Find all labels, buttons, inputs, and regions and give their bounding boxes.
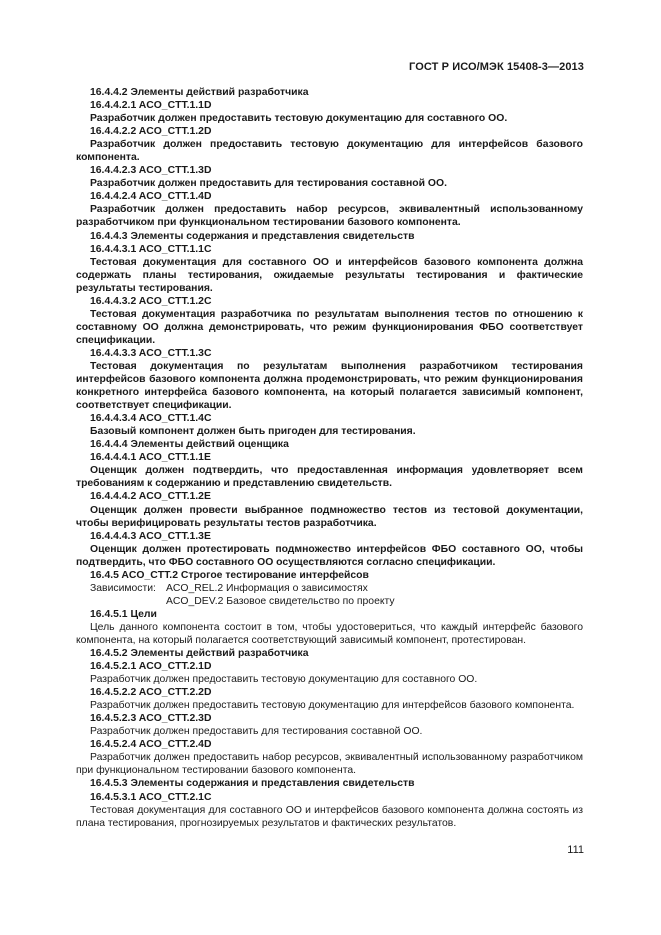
paragraph: Разработчик должен предоставить набор ресурсов, эквивалентный использованному разработчиком при функциональном тестировании базового компонента. xyxy=(76,204,583,229)
section-heading: 16.4.4.2.1 ACO_CTT.1.1D xyxy=(90,100,212,112)
paragraph: Разработчик должен предоставить тестовую документацию для составного ОО. xyxy=(90,113,508,125)
section-heading: 16.4.4.3.4 ACO_CTT.1.4C xyxy=(90,413,212,425)
paragraph: Оценщик должен протестировать подмножество интерфейсов ФБО составного ОО, чтобы подтвердить, что ФБО составного ОО осуществляются согласно спецификации. xyxy=(76,543,583,568)
paragraph: Оценщик должен провести выбранное подмножество тестов из тестовой документации, чтобы верифицировать результаты тестов разработчика. xyxy=(76,504,583,529)
document-header: ГОСТ Р ИСО/МЭК 15408-3—2013 xyxy=(409,61,584,73)
section-heading: 16.4.4.3.1 ACO_CTT.1.1C xyxy=(90,243,212,255)
paragraph: Разработчик должен предоставить для тестирования составной ОО. xyxy=(90,726,423,738)
paragraph: Разработчик должен предоставить тестовую документацию для составного ОО. xyxy=(90,674,478,686)
dependency-item: ACO_DEV.2 Базовое свидетельство по проекту xyxy=(166,595,395,607)
paragraph: Тестовая документация для составного ОО и интерфейсов базового компонента должна состоять из плана тестирования, прогнозируемых результатов и фактических результатов. xyxy=(76,804,583,829)
paragraph: Тестовая документация по результатам выполнения разработчиком тестирования интерфейсов базового компонента должна продемонстрировать, что режим функционирования конкретного интерфейса базового компонента, на который полагается зависимый компонент, соответствует спецификации. xyxy=(76,360,583,412)
section-heading: 16.4.5.2.1 ACO_CTT.2.1D xyxy=(90,661,212,673)
section-heading: 16.4.5.1 Цели xyxy=(90,608,157,620)
section-16-4-4 xyxy=(76,86,583,582)
section-heading: 16.4.5 ACO_CTT.2 Строгое тестирование интерфейсов xyxy=(90,569,369,581)
paragraph: Базовый компонент должен быть пригоден для тестирования. xyxy=(90,426,416,438)
paragraph: Цель данного компонента состоит в том, чтобы удостовериться, что каждый интерфейс базового компонента, на который полагается соответствующий зависимый компонент, протестирован. xyxy=(76,621,583,646)
paragraph: Разработчик должен предоставить тестовую документацию для интерфейсов базового компонента. xyxy=(90,700,575,712)
section-heading: 16.4.4.2 Элементы действий разработчика xyxy=(90,87,309,98)
section-heading: 16.4.4.2.4 ACO_CTT.1.4D xyxy=(90,191,212,203)
section-heading: 16.4.4.2.2 ACO_CTT.1.2D xyxy=(90,126,212,138)
section-heading: 16.4.5.2.3 ACO_CTT.2.3D xyxy=(90,713,212,725)
section-heading: 16.4.5.3.1 ACO_CTT.2.1C xyxy=(90,791,212,803)
paragraph: Разработчик должен предоставить для тестирования составной ОО. xyxy=(90,178,447,190)
section-heading: 16.4.5.3 Элементы содержания и представления свидетельств xyxy=(90,778,415,790)
section-heading: 16.4.4.4.2 ACO_CTT.1.2E xyxy=(90,491,211,503)
section-heading: 16.4.4.2.3 ACO_CTT.1.3D xyxy=(90,165,212,177)
dependencies-list xyxy=(166,582,583,608)
page-number: 111 xyxy=(567,844,584,856)
section-heading: 16.4.4.4 Элементы действий оценщика xyxy=(90,439,289,451)
section-heading: 16.4.4.4.1 ACO_CTT.1.1E xyxy=(90,452,211,464)
paragraph: Разработчик должен предоставить набор ресурсов, эквивалентный использованному разработчиком при функциональном тестировании базового компонента. xyxy=(76,752,583,777)
section-heading: 16.4.5.2 Элементы действий разработчика xyxy=(90,648,309,660)
section-heading: 16.4.4.4.3 ACO_CTT.1.3E xyxy=(90,530,211,542)
dependencies-block xyxy=(76,582,583,608)
dependency-item: ACO_REL.2 Информация о зависимостях xyxy=(166,582,368,594)
dependencies-label: Зависимости: xyxy=(90,582,156,594)
paragraph: Разработчик должен предоставить тестовую документацию для интерфейсов базового компонента. xyxy=(76,139,583,164)
paragraph: Оценщик должен подтвердить, что предоставленная информация удовлетворяет всем требованиям к содержанию и представлению свидетельств. xyxy=(76,465,583,490)
section-heading: 16.4.4.3 Элементы содержания и представления свидетельств xyxy=(90,230,415,242)
section-heading: 16.4.5.2.4 ACO_CTT.2.4D xyxy=(90,739,212,751)
section-16-4-5 xyxy=(76,608,583,830)
document-body xyxy=(76,86,583,830)
section-heading: 16.4.4.3.2 ACO_CTT.1.2C xyxy=(90,295,212,307)
paragraph: Тестовая документация для составного ОО и интерфейсов базового компонента должна содержать планы тестирования, ожидаемые результаты тестирования и фактические результаты тестирования. xyxy=(76,256,583,294)
paragraph: Тестовая документация разработчика по результатам выполнения тестов по отношению к составному ОО должна демонстрировать, что режим функционирования ФБО соответствует спецификации. xyxy=(76,308,583,346)
section-heading: 16.4.4.3.3 ACO_CTT.1.3C xyxy=(90,347,212,359)
section-heading: 16.4.5.2.2 ACO_CTT.2.2D xyxy=(90,687,212,699)
